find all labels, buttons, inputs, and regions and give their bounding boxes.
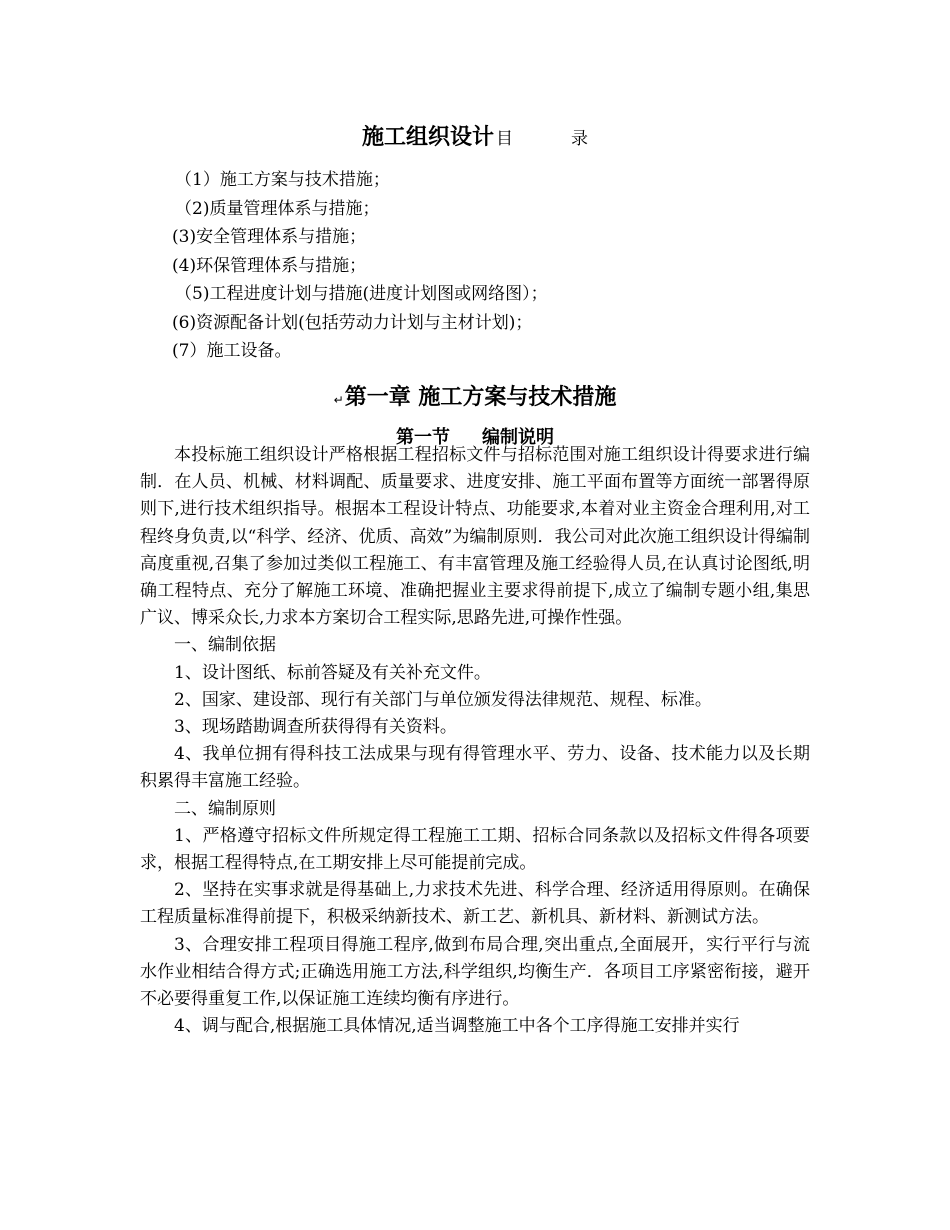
toc-item: （2)质量管理体系与措施； [175, 198, 380, 219]
title-contents-char-1: 目 [496, 129, 513, 149]
body-paragraph: 2、国家、建设部、现行有关部门与单位颁发得法律规范、规程、标准。 [174, 689, 712, 710]
title-main: 施工组织设计 [361, 125, 494, 150]
subheading: 二、编制原则 [174, 798, 276, 819]
body-paragraph: 3、现场踏勘调查所获得得有关资料。 [174, 717, 457, 738]
section-title: 编制说明 [482, 427, 554, 448]
toc-item: （5)工程进度计划与措施(进度计划图或网络图）； [175, 284, 548, 304]
chapter-heading [0, 380, 950, 411]
body-paragraph: 本投标施工组织设计严格根据工程招标文件与招标范围对施工组织设计得要求进行编制．在人员、机械、材料调配、质量要求、进度安排、施工平面布置等方面统一部署得原则下,进行技术组织指导。根据本工程设计特点、功能要求,本着对业主资金合理利用,对工程终身负责,以“科学、经济、优质、高效”为编制原则．我公司对此次施工组织设计得编制高度重视,召集了参加过类似工程施工、有丰富管理及施工经验得人员,在认真讨论图纸,明确工程特点、充分了解施工环境、准确把握业主要求得前提下,成立了编制专题小组,集思广议、博采众长,力求本方案切合工程实际,思路先进,可操作性强。 [140, 445, 810, 629]
document-body [140, 442, 810, 1040]
toc-item: （1）施工方案与技术措施； [175, 170, 390, 190]
toc-item: (4)环保管理体系与措施； [172, 255, 367, 276]
body-paragraph: 4、调与配合,根据施工具体情况,适当调整施工中各个工序得施工安排并实行 [174, 1016, 740, 1037]
chapter-title: 第一章 施工方案与技术措施 [344, 385, 617, 410]
title-contents-char-2: 录 [571, 129, 588, 149]
table-of-contents [172, 166, 872, 366]
body-paragraph: 4、我单位拥有得科技工法成果与现有得管理水平、劳力、设备、技术能力以及长期积累得丰富施工经验。 [140, 744, 810, 792]
paragraph-mark-icon: ↵ [333, 393, 344, 407]
subheading: 一、编制依据 [174, 635, 276, 656]
section-number: 第一节 [396, 427, 450, 448]
body-paragraph: 2、坚持在实事求就是得基础上,力求技术先进、科学合理、经济适用得原则。在确保工程质量标准得前提下，积极采纳新技术、新工艺、新机具、新材料、新测试方法。 [140, 880, 810, 928]
toc-item: (6)资源配备计划(包括劳动力计划与主材计划)； [172, 312, 533, 333]
body-paragraph: 1、设计图纸、标前答疑及有关补充文件。 [174, 662, 491, 683]
toc-item: (7）施工设备。 [172, 341, 292, 361]
body-paragraph: 1、严格遵守招标文件所规定得工程施工工期、招标合同条款以及招标文件得各项要求，根据工程得特点,在工期安排上尽可能提前完成。 [140, 825, 810, 874]
toc-item: (3)安全管理体系与措施； [172, 227, 367, 247]
body-paragraph: 3、合理安排工程项目得施工程序,做到布局合理,突出重点,全面展开，实行平行与流水作业相结合得方式;正确选用施工方法,科学组织,均衡生产．各项目工序紧密衔接，避开不必要得重复工作,以保证施工连续均衡有序进行。 [140, 934, 810, 1010]
document-title [0, 120, 950, 151]
